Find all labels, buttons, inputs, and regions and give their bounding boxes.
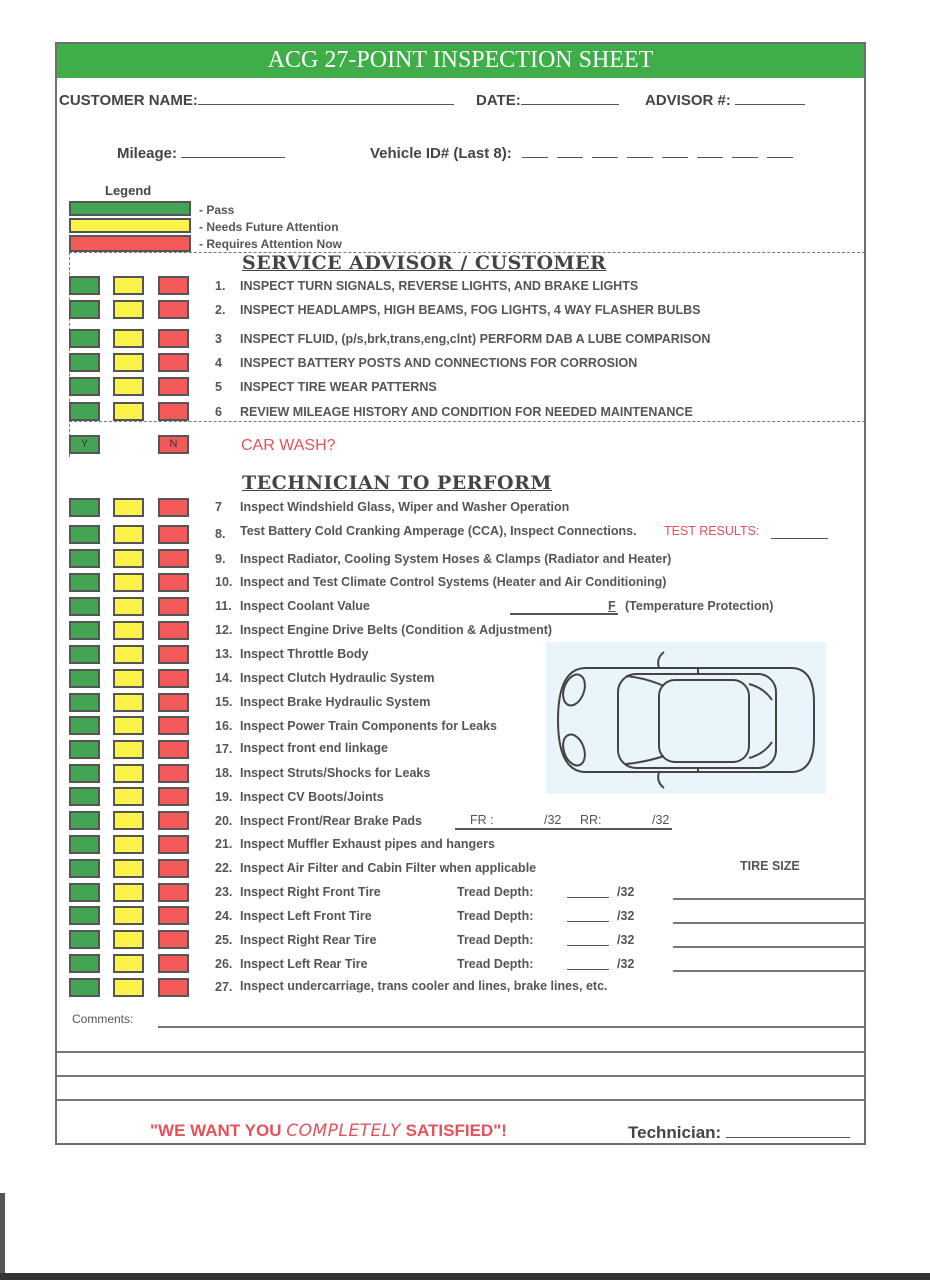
comments-line-4[interactable] bbox=[57, 1099, 866, 1101]
slogan-start: "WE WANT YOU bbox=[150, 1121, 287, 1140]
customer-name-field[interactable] bbox=[59, 92, 454, 109]
item-26-tread-unit: /32 bbox=[617, 957, 635, 971]
item-7-number: 7 bbox=[215, 500, 222, 514]
item-25-pass-checkbox[interactable] bbox=[69, 930, 100, 949]
item-26-tread-input[interactable] bbox=[567, 957, 609, 970]
mileage-field[interactable] bbox=[117, 145, 285, 162]
item-1-number: 1. bbox=[215, 279, 226, 293]
item-26-now-checkbox[interactable] bbox=[158, 954, 189, 973]
vehicle-id-char-4[interactable] bbox=[627, 145, 653, 158]
item-21-future-checkbox[interactable] bbox=[113, 835, 144, 854]
item-13-now-checkbox[interactable] bbox=[158, 645, 189, 664]
service-advisor-heading: SERVICE ADVISOR / CUSTOMER bbox=[242, 252, 607, 274]
item-1-pass-checkbox[interactable] bbox=[69, 276, 100, 295]
item-4-number: 4 bbox=[215, 356, 222, 370]
service-advisor-bottom-divider bbox=[69, 421, 865, 422]
item-16-future-checkbox[interactable] bbox=[113, 716, 144, 735]
item-20-future-checkbox[interactable] bbox=[113, 811, 144, 830]
item-8-future-checkbox[interactable] bbox=[113, 525, 144, 544]
comments-line-2[interactable] bbox=[57, 1051, 866, 1053]
item-24-pass-checkbox[interactable] bbox=[69, 906, 100, 925]
item-17-text: Inspect front end linkage bbox=[240, 741, 388, 755]
item-20-pass-checkbox[interactable] bbox=[69, 811, 100, 830]
item-13-number: 13. bbox=[215, 647, 233, 661]
item-3-text: INSPECT FLUID, (p/s,brk,trans,eng,clnt) PERFORM DAB A LUBE COMPARISON bbox=[240, 332, 711, 346]
item-17-number: 17. bbox=[215, 742, 233, 756]
item-4-now-checkbox[interactable] bbox=[158, 353, 189, 372]
item-23-text: Inspect Right Front Tire bbox=[240, 885, 381, 899]
item-27-number: 27. bbox=[215, 980, 233, 994]
item-18-pass-checkbox[interactable] bbox=[69, 764, 100, 783]
comments-line-3[interactable] bbox=[57, 1075, 866, 1077]
item-9-future-checkbox[interactable] bbox=[113, 549, 144, 568]
item-15-pass-checkbox[interactable] bbox=[69, 693, 100, 712]
tire-size-label: TIRE SIZE bbox=[740, 859, 800, 873]
brake-front-label[interactable]: FR : bbox=[470, 813, 494, 827]
coolant-value-input[interactable] bbox=[510, 601, 618, 615]
item-10-pass-checkbox[interactable] bbox=[69, 573, 100, 592]
item-2-pass-checkbox[interactable] bbox=[69, 300, 100, 319]
item-11-number: 11. bbox=[215, 599, 232, 613]
item-14-text: Inspect Clutch Hydraulic System bbox=[240, 671, 435, 685]
item-24-now-checkbox[interactable] bbox=[158, 906, 189, 925]
item-6-number: 6 bbox=[215, 405, 222, 419]
item-15-future-checkbox[interactable] bbox=[113, 693, 144, 712]
item-10-text: Inspect and Test Climate Control Systems (Heater and Air Conditioning) bbox=[240, 575, 667, 589]
item-2-text: INSPECT HEADLAMPS, HIGH BEAMS, FOG LIGHTS, 4 WAY FLASHER BULBS bbox=[240, 303, 701, 317]
item-14-now-checkbox[interactable] bbox=[158, 669, 189, 688]
item-4-text: INSPECT BATTERY POSTS AND CONNECTIONS FOR CORROSION bbox=[240, 356, 638, 370]
item-23-tread-input[interactable] bbox=[567, 885, 609, 898]
item-24-tread-input[interactable] bbox=[567, 909, 609, 922]
item-25-now-checkbox[interactable] bbox=[158, 930, 189, 949]
item-11-text: Inspect Coolant Value bbox=[240, 599, 370, 613]
vehicle-id-label: Vehicle ID# (Last 8): bbox=[370, 145, 512, 162]
item-26-number: 26. bbox=[215, 957, 233, 971]
brake-rear-unit: /32 bbox=[652, 813, 670, 827]
item-12-number: 12. bbox=[215, 623, 233, 637]
item-24-tread-label: Tread Depth: bbox=[457, 909, 534, 923]
item-8-now-checkbox[interactable] bbox=[158, 525, 189, 544]
coolant-suffix: (Temperature Protection) bbox=[625, 599, 774, 613]
item-19-text: Inspect CV Boots/Joints bbox=[240, 790, 384, 804]
item-15-now-checkbox[interactable] bbox=[158, 693, 189, 712]
item-27-text: Inspect undercarriage, trans cooler and lines, brake lines, etc. bbox=[240, 979, 608, 993]
item-21-number: 21. bbox=[215, 837, 233, 851]
item-9-now-checkbox[interactable] bbox=[158, 549, 189, 568]
item-1-now-checkbox[interactable] bbox=[158, 276, 189, 295]
item-10-future-checkbox[interactable] bbox=[113, 573, 144, 592]
item-21-text: Inspect Muffler Exhaust pipes and hangers bbox=[240, 837, 495, 851]
item-16-number: 16. bbox=[215, 719, 233, 733]
item-10-now-checkbox[interactable] bbox=[158, 573, 189, 592]
item-17-pass-checkbox[interactable] bbox=[69, 740, 100, 759]
technician-input[interactable] bbox=[726, 1123, 850, 1138]
item-27-now-checkbox[interactable] bbox=[158, 978, 189, 997]
item-23-now-checkbox[interactable] bbox=[158, 883, 189, 902]
item-26-text: Inspect Left Rear Tire bbox=[240, 957, 368, 971]
item-21-pass-checkbox[interactable] bbox=[69, 835, 100, 854]
car-wash-no-checkbox[interactable]: N bbox=[158, 435, 189, 454]
item-26-tread-label: Tread Depth: bbox=[457, 957, 534, 971]
date-field[interactable] bbox=[476, 92, 619, 109]
item-14-pass-checkbox[interactable] bbox=[69, 669, 100, 688]
item-23-number: 23. bbox=[215, 885, 233, 899]
item-10-number: 10. bbox=[215, 575, 233, 589]
item-3-pass-checkbox[interactable] bbox=[69, 329, 100, 348]
item-13-text: Inspect Throttle Body bbox=[240, 647, 369, 661]
item-5-pass-checkbox[interactable] bbox=[69, 377, 100, 396]
item-1-future-checkbox[interactable] bbox=[113, 276, 144, 295]
technician-heading: TECHNICIAN TO PERFORM bbox=[242, 472, 552, 494]
item-14-number: 14. bbox=[215, 671, 233, 685]
item-16-text: Inspect Power Train Components for Leaks bbox=[240, 719, 498, 733]
car-top-view-icon bbox=[546, 642, 826, 794]
item-7-pass-checkbox[interactable] bbox=[69, 498, 100, 517]
vehicle-id-char-3[interactable] bbox=[592, 145, 618, 158]
scan-edge-bottom bbox=[0, 1273, 930, 1280]
item-12-now-checkbox[interactable] bbox=[158, 621, 189, 640]
item-12-text: Inspect Engine Drive Belts (Condition & Adjustment) bbox=[240, 623, 553, 637]
item-2-number: 2. bbox=[215, 303, 226, 317]
technician-label: Technician: bbox=[628, 1123, 722, 1142]
item-22-text: Inspect Air Filter and Cabin Filter when applicable bbox=[240, 861, 537, 875]
test-results-input[interactable] bbox=[771, 526, 828, 539]
mileage-input[interactable] bbox=[181, 145, 285, 158]
item-16-now-checkbox[interactable] bbox=[158, 716, 189, 735]
item-6-now-checkbox[interactable] bbox=[158, 402, 189, 421]
item-27-pass-checkbox[interactable] bbox=[69, 978, 100, 997]
comments-label: Comments: bbox=[72, 1012, 134, 1026]
item-25-tread-unit: /32 bbox=[617, 933, 635, 947]
item-19-pass-checkbox[interactable] bbox=[69, 787, 100, 806]
item-20-number: 20. bbox=[215, 814, 233, 828]
legend-now-swatch bbox=[69, 235, 191, 252]
item-18-text: Inspect Struts/Shocks for Leaks bbox=[240, 766, 431, 780]
vehicle-id-char-1[interactable] bbox=[522, 145, 548, 158]
item-14-future-checkbox[interactable] bbox=[113, 669, 144, 688]
tire-size-input-3[interactable] bbox=[673, 946, 866, 948]
vehicle-id-char-7[interactable] bbox=[732, 145, 758, 158]
slogan-end: SATISFIED"! bbox=[400, 1121, 507, 1140]
comments-line-1[interactable] bbox=[158, 1026, 866, 1028]
item-5-number: 5 bbox=[215, 380, 222, 394]
item-20-now-checkbox[interactable] bbox=[158, 811, 189, 830]
vehicle-id-char-8[interactable] bbox=[767, 145, 793, 158]
item-6-text: REVIEW MILEAGE HISTORY AND CONDITION FOR NEEDED MAINTENANCE bbox=[240, 405, 693, 419]
item-3-future-checkbox[interactable] bbox=[113, 329, 144, 348]
item-19-number: 19. bbox=[215, 790, 233, 804]
item-5-future-checkbox[interactable] bbox=[113, 377, 144, 396]
legend-future-label: - Needs Future Attention bbox=[199, 220, 339, 234]
item-16-pass-checkbox[interactable] bbox=[69, 716, 100, 735]
advisor-field[interactable] bbox=[645, 92, 805, 109]
slogan bbox=[150, 1121, 507, 1141]
item-23-tread-unit: /32 bbox=[617, 885, 635, 899]
customer-name-label: CUSTOMER NAME: bbox=[59, 92, 198, 109]
item-17-now-checkbox[interactable] bbox=[158, 740, 189, 759]
item-19-now-checkbox[interactable] bbox=[158, 787, 189, 806]
item-22-now-checkbox[interactable] bbox=[158, 859, 189, 878]
item-19-future-checkbox[interactable] bbox=[113, 787, 144, 806]
tire-size-input-4[interactable] bbox=[673, 970, 866, 972]
sheet-title: ACG 27-POINT INSPECTION SHEET bbox=[57, 44, 864, 78]
item-18-now-checkbox[interactable] bbox=[158, 764, 189, 783]
item-4-future-checkbox[interactable] bbox=[113, 353, 144, 372]
item-27-future-checkbox[interactable] bbox=[113, 978, 144, 997]
tire-size-input-2[interactable] bbox=[673, 922, 866, 924]
item-23-future-checkbox[interactable] bbox=[113, 883, 144, 902]
car-wash-yes-checkbox[interactable]: Y bbox=[69, 435, 100, 454]
item-1-text: INSPECT TURN SIGNALS, REVERSE LIGHTS, AND BRAKE LIGHTS bbox=[240, 279, 639, 293]
item-6-pass-checkbox[interactable] bbox=[69, 402, 100, 421]
vehicle-id-field[interactable] bbox=[370, 145, 802, 162]
test-results-label: TEST RESULTS: bbox=[664, 524, 760, 538]
car-wash-label: CAR WASH? bbox=[241, 437, 336, 454]
item-6-future-checkbox[interactable] bbox=[113, 402, 144, 421]
item-12-future-checkbox[interactable] bbox=[113, 621, 144, 640]
scan-edge-left bbox=[0, 1193, 5, 1280]
advisor-input[interactable] bbox=[735, 92, 805, 105]
item-2-now-checkbox[interactable] bbox=[158, 300, 189, 319]
item-25-tread-label: Tread Depth: bbox=[457, 933, 534, 947]
item-3-number: 3 bbox=[215, 332, 222, 346]
item-9-pass-checkbox[interactable] bbox=[69, 549, 100, 568]
item-25-text: Inspect Right Rear Tire bbox=[240, 933, 377, 947]
brake-front-unit: /32 bbox=[544, 813, 562, 827]
item-11-now-checkbox[interactable] bbox=[158, 597, 189, 616]
item-25-future-checkbox[interactable] bbox=[113, 930, 144, 949]
item-26-future-checkbox[interactable] bbox=[113, 954, 144, 973]
vehicle-id-char-6[interactable] bbox=[697, 145, 723, 158]
vehicle-id-input[interactable] bbox=[522, 145, 802, 162]
slogan-emphasis: COMPLETELY bbox=[286, 1121, 401, 1141]
item-13-future-checkbox[interactable] bbox=[113, 645, 144, 664]
item-3-now-checkbox[interactable] bbox=[158, 329, 189, 348]
item-7-now-checkbox[interactable] bbox=[158, 498, 189, 517]
item-18-future-checkbox[interactable] bbox=[113, 764, 144, 783]
item-25-number: 25. bbox=[215, 933, 233, 947]
tire-size-input-1[interactable] bbox=[673, 898, 866, 900]
item-15-text: Inspect Brake Hydraulic System bbox=[240, 695, 431, 709]
item-22-pass-checkbox[interactable] bbox=[69, 859, 100, 878]
customer-name-input[interactable] bbox=[198, 92, 454, 105]
item-8-pass-checkbox[interactable] bbox=[69, 525, 100, 544]
item-17-future-checkbox[interactable] bbox=[113, 740, 144, 759]
item-18-number: 18. bbox=[215, 766, 233, 780]
mileage-label: Mileage: bbox=[117, 145, 178, 162]
item-11-future-checkbox[interactable] bbox=[113, 597, 144, 616]
legend-future-swatch bbox=[69, 218, 191, 233]
item-5-text: INSPECT TIRE WEAR PATTERNS bbox=[240, 380, 437, 394]
item-5-now-checkbox[interactable] bbox=[158, 377, 189, 396]
legend-title: Legend bbox=[105, 183, 152, 198]
item-15-number: 15. bbox=[215, 695, 233, 709]
item-9-number: 9. bbox=[215, 552, 226, 566]
item-7-text: Inspect Windshield Glass, Wiper and Washer Operation bbox=[240, 500, 570, 514]
brake-rear-label[interactable]: RR: bbox=[580, 813, 602, 827]
item-22-number: 22. bbox=[215, 861, 233, 875]
item-24-future-checkbox[interactable] bbox=[113, 906, 144, 925]
vehicle-id-char-2[interactable] bbox=[557, 145, 583, 158]
item-26-pass-checkbox[interactable] bbox=[69, 954, 100, 973]
car-diagram-panel bbox=[546, 642, 826, 794]
item-25-tread-input[interactable] bbox=[567, 933, 609, 946]
item-4-pass-checkbox[interactable] bbox=[69, 353, 100, 372]
legend-pass-label: - Pass bbox=[199, 203, 235, 217]
date-input[interactable] bbox=[521, 92, 619, 105]
item-8-number: 8. bbox=[215, 527, 226, 541]
item-7-future-checkbox[interactable] bbox=[113, 498, 144, 517]
item-21-now-checkbox[interactable] bbox=[158, 835, 189, 854]
item-8-text: Test Battery Cold Cranking Amperage (CCA), Inspect Connections. bbox=[240, 524, 637, 538]
coolant-unit: F bbox=[608, 599, 616, 613]
item-24-text: Inspect Left Front Tire bbox=[240, 909, 372, 923]
advisor-label: ADVISOR #: bbox=[645, 92, 731, 109]
item-2-future-checkbox[interactable] bbox=[113, 300, 144, 319]
brake-pads-underline bbox=[455, 828, 672, 830]
item-22-future-checkbox[interactable] bbox=[113, 859, 144, 878]
item-24-tread-unit: /32 bbox=[617, 909, 635, 923]
item-13-pass-checkbox[interactable] bbox=[69, 645, 100, 664]
date-label: DATE: bbox=[476, 92, 521, 109]
item-23-pass-checkbox[interactable] bbox=[69, 883, 100, 902]
item-9-text: Inspect Radiator, Cooling System Hoses & Clamps (Radiator and Heater) bbox=[240, 552, 672, 566]
item-20-text: Inspect Front/Rear Brake Pads bbox=[240, 814, 423, 828]
item-11-pass-checkbox[interactable] bbox=[69, 597, 100, 616]
legend-pass-swatch bbox=[69, 201, 191, 216]
technician-field[interactable] bbox=[628, 1123, 850, 1143]
item-23-tread-label: Tread Depth: bbox=[457, 885, 534, 899]
item-24-number: 24. bbox=[215, 909, 233, 923]
item-12-pass-checkbox[interactable] bbox=[69, 621, 100, 640]
legend-now-label: - Requires Attention Now bbox=[199, 237, 342, 251]
vehicle-id-char-5[interactable] bbox=[662, 145, 688, 158]
